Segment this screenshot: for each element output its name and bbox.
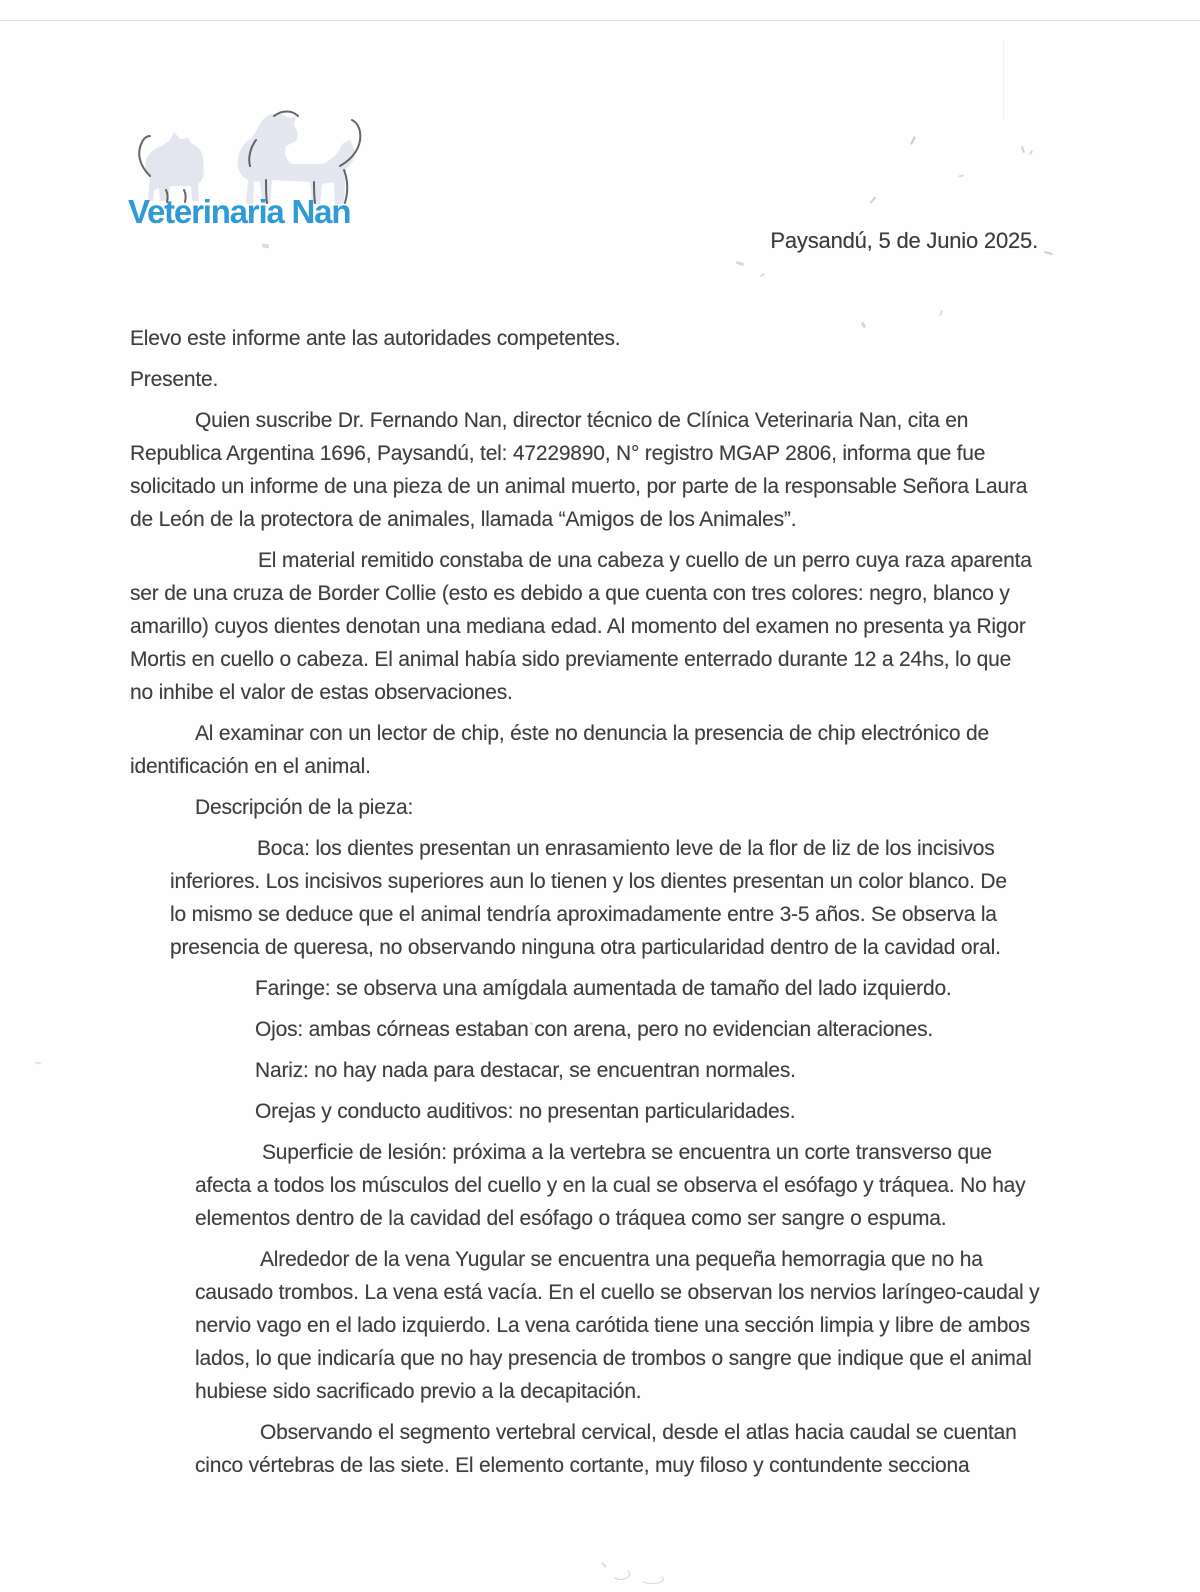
paragraph-superficie-lesion: Superficie de lesión: próxima a la vertebra se encuentra un corte transverso que afecta a todos los músculos del cuello y en la cual se observa el esófago y tráquea. No hay elementos dentro de la cavidad del esófago o tráquea como ser sangre o espuma. bbox=[195, 1141, 1026, 1230]
line-ojos: Ojos: ambas córneas estaban con arena, pero no evidencian alteraciones. bbox=[255, 1018, 934, 1041]
line-nariz: Nariz: no hay nada para destacar, se encuentran normales. bbox=[255, 1059, 796, 1082]
section-title-descripcion: Descripción de la pieza: bbox=[195, 796, 414, 819]
paragraph-segmento-vertebral: Observando el segmento vertebral cervical, desde el atlas hacia caudal se cuentan cinco vértebras de las siete. El elemento cortante, muy filoso y contundente secciona bbox=[195, 1421, 1017, 1477]
paragraph-boca: Boca: los dientes presentan un enrasamiento leve de la flor de liz de los incisivos inferiores. Los incisivos superiores aun lo tienen y los dientes presentan un color blanco. De lo mismo se deduce que el animal tendría aproximadamente entre 3-5 años. Se observa la presencia de queresa, no observando ninguna otra particularidad dentro de la cavidad oral. bbox=[170, 837, 1007, 959]
line-orejas: Orejas y conducto auditivos: no presentan particularidades. bbox=[255, 1100, 796, 1123]
recipient-line: Presente. bbox=[130, 368, 219, 391]
paragraph-chip-scan: Al examinar con un lector de chip, éste no denuncia la presencia de chip electrónico de identificación en el animal. bbox=[130, 722, 989, 778]
paragraph-introduction: Quien suscribe Dr. Fernando Nan, director técnico de Clínica Veterinaria Nan, cita en Republica Argentina 1696, Paysandú, tel: 47229890, N° registro MGAP 2806, informa que fue solicitado un informe de una pieza de un animal muerto, por parte de la responsable Señora Laura de León de la protectora de animales, llamada “Amigos de los Animales”. bbox=[130, 409, 1028, 531]
dogs-silhouette-icon bbox=[126, 106, 382, 234]
scan-edge-line bbox=[0, 20, 1200, 21]
opening-line: Elevo este informe ante las autoridades competentes. bbox=[130, 327, 621, 350]
letter-date: Paysandú, 5 de Junio 2025. bbox=[770, 228, 1038, 253]
veterinaria-nan-logo bbox=[126, 106, 382, 234]
line-faringe: Faringe: se observa una amígdala aumentada de tamaño del lado izquierdo. bbox=[255, 977, 952, 1000]
letter-body bbox=[0, 322, 1200, 1490]
paragraph-vena-yugular: Alrededor de la vena Yugular se encuentra una pequeña hemorragia que no ha causado trombos. La vena está vacía. En el cuello se observan los nervios laríngeo-caudal y nervio vago en el lado izquierdo. La vena carótida tiene una sección limpia y libre de ambos lados, lo que indicaría que no hay presencia de trombos o sangre que indique que el animal hubiese sido sacrificado previo a la decapitación. bbox=[195, 1248, 1040, 1403]
logo-wordmark: Veterinaria Nan bbox=[128, 193, 351, 230]
paragraph-material-remitido: El material remitido constaba de una cabeza y cuello de un perro cuya raza aparenta ser de una cruza de Border Collie (esto es debido a que cuenta con tres colores: negro, blanco y amarillo) cuyos dientes denotan una mediana edad. Al momento del examen no presenta ya Rigor Mortis en cuello o cabeza. El animal había sido previamente enterrado durante 12 a 24hs, lo que no inhibe el valor de estas observaciones. bbox=[130, 549, 1032, 704]
